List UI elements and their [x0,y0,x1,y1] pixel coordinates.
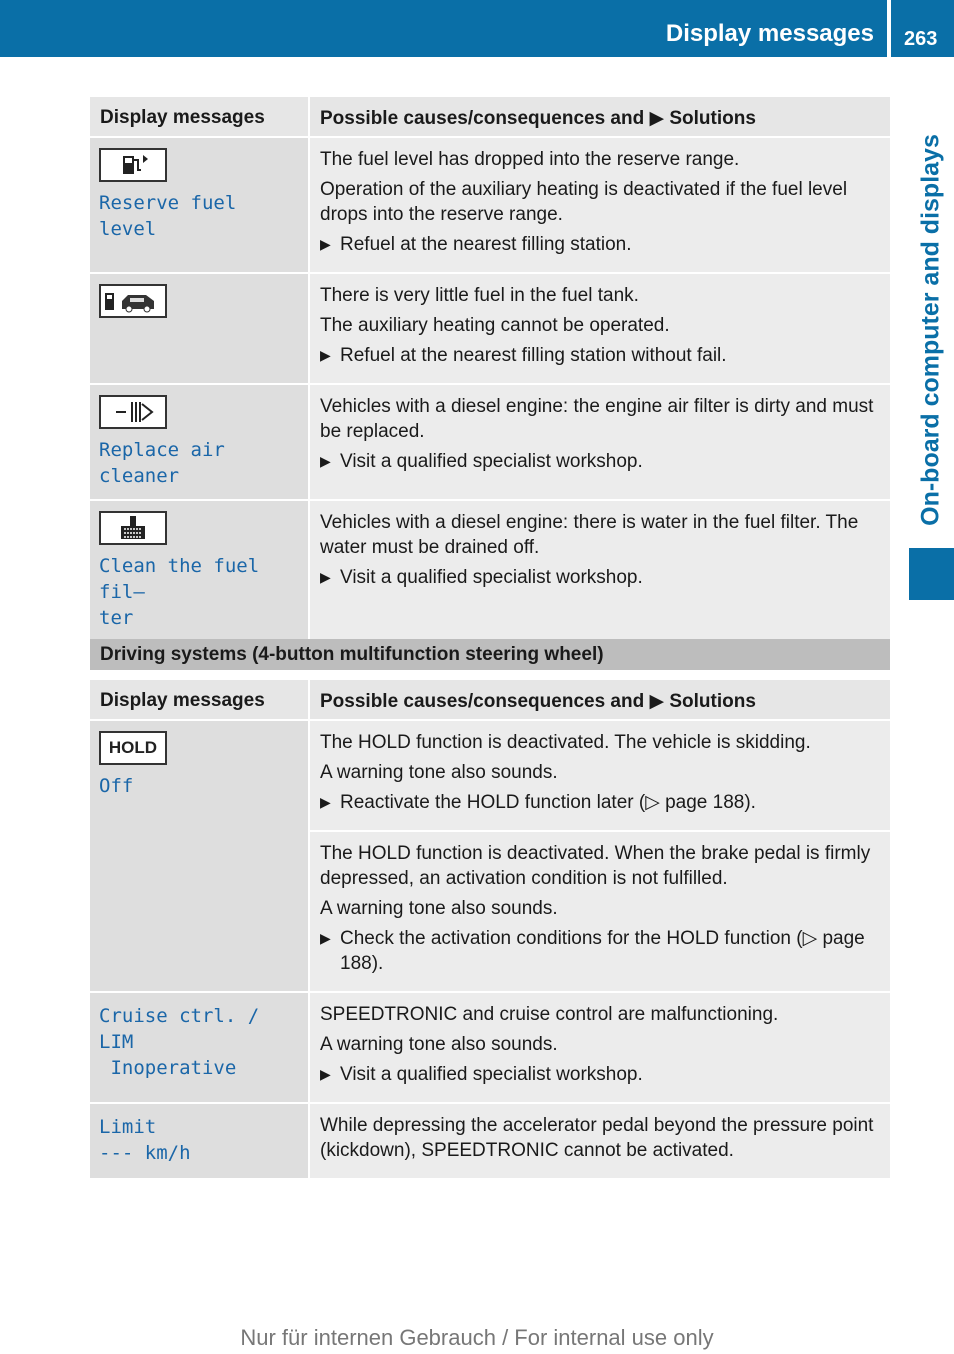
description-text: While depressing the accelerator pedal beyond the pressure point (kickdown), SPEEDTRONIC cannot be activated. [320,1115,874,1161]
description-text: Operation of the auxiliary heating is deactivated if the fuel level drops into the reserve range. [320,179,848,225]
step-arrow-icon: ▶ [320,347,331,363]
solution-step [320,1062,882,1087]
step-arrow-icon: ▶ [320,1066,331,1082]
section-title: Driving systems (4-button multifunction steering wheel) [90,639,890,670]
table-row [90,500,890,641]
description-text: The auxiliary heating cannot be operated. [320,315,670,336]
column-header-solutions: Possible causes/consequences and ▶ Solutions [309,97,890,137]
description-cell [309,720,890,831]
table-row [90,384,890,500]
message-cell [90,500,309,641]
side-tab-marker [909,548,954,600]
column-header-messages: Display messages [90,680,309,720]
description-text: The HOLD function is deactivated. When the brake pedal is firmly depressed, an activation condition is not fulfilled. [320,843,871,889]
message-cell [90,384,309,500]
message-text-line-1: Cruise ctrl. / LIM [99,1005,260,1053]
message-text: Reserve fuel level [99,192,237,240]
description-text: Vehicles with a diesel engine: the engine air filter is dirty and must be replaced. [320,396,874,442]
solution-text: Refuel at the nearest filling station. [340,234,632,255]
message-text-line-1: Limit [99,1116,157,1138]
fuel-car-icon [99,284,167,318]
description-cell [309,500,890,641]
description-cell [309,384,890,500]
description-text: A warning tone also sounds. [320,762,558,783]
footer-watermark: Nur für internen Gebrauch / For internal use only [240,1325,714,1350]
hold-icon: HOLD [99,731,167,765]
description-text: SPEEDTRONIC and cruise control are malfunctioning. [320,1004,779,1025]
message-text: Off [99,775,134,797]
table-header-row [90,97,890,137]
table-row [90,137,890,273]
solution-step [320,343,882,368]
table-row [90,273,890,384]
fuel-pump-icon [99,148,167,182]
solution-step [320,926,882,976]
description-text: There is very little fuel in the fuel tank. [320,285,639,306]
step-arrow-icon: ▶ [320,569,331,585]
solution-step [320,449,882,474]
step-arrow-icon: ▶ [320,236,331,252]
fuel-filter-water-icon [99,511,167,545]
message-text-line-2: Inoperative [99,1057,237,1079]
side-tab-label: On-board computer and displays [916,134,945,526]
description-cell [309,831,890,992]
solution-text: Reactivate the HOLD function later (▷ page 188). [340,792,756,813]
table-row [90,1103,890,1178]
solution-text: Visit a qualified specialist workshop. [340,567,643,588]
page-header [0,0,954,57]
description-text: A warning tone also sounds. [320,1034,558,1055]
solution-step [320,565,882,590]
description-text: The fuel level has dropped into the reserve range. [320,149,740,170]
message-text-line-1: Clean the fuel fil– [99,555,260,603]
solution-step [320,232,882,257]
description-text: The HOLD function is deactivated. The vehicle is skidding. [320,732,811,753]
description-cell [309,273,890,384]
display-messages-table-2 [90,680,890,1178]
solution-text: Check the activation conditions for the HOLD function (▷ page 188). [340,928,865,974]
solution-text: Visit a qualified specialist workshop. [340,451,643,472]
solution-text: Visit a qualified specialist workshop. [340,1064,643,1085]
solution-text: Refuel at the nearest filling station without fail. [340,345,727,366]
description-text: Vehicles with a diesel engine: there is water in the fuel filter. The water must be drained off. [320,512,859,558]
air-filter-icon [99,395,167,429]
table-row [90,720,890,831]
message-cell [90,137,309,273]
table-row [90,992,890,1103]
message-text: Replace air cleaner [99,439,225,487]
column-header-messages: Display messages [90,97,309,137]
solution-step [320,790,882,815]
table-header-row [90,680,890,720]
step-arrow-icon: ▶ [320,930,331,946]
message-cell [90,720,309,992]
description-text: A warning tone also sounds. [320,898,558,919]
description-cell [309,992,890,1103]
message-text-line-2: ter [99,607,134,629]
header-title: Display messages [665,20,874,47]
description-cell [309,137,890,273]
step-arrow-icon: ▶ [320,453,331,469]
header-divider [887,0,891,60]
display-messages-table-1 [90,97,890,641]
page-number: 263 [904,28,938,50]
description-cell [309,1103,890,1178]
step-arrow-icon: ▶ [320,794,331,810]
message-text-line-2: --- km/h [99,1142,191,1164]
message-cell [90,273,309,384]
column-header-solutions: Possible causes/consequences and ▶ Solutions [309,680,890,720]
message-cell [90,1103,309,1178]
message-cell [90,992,309,1103]
